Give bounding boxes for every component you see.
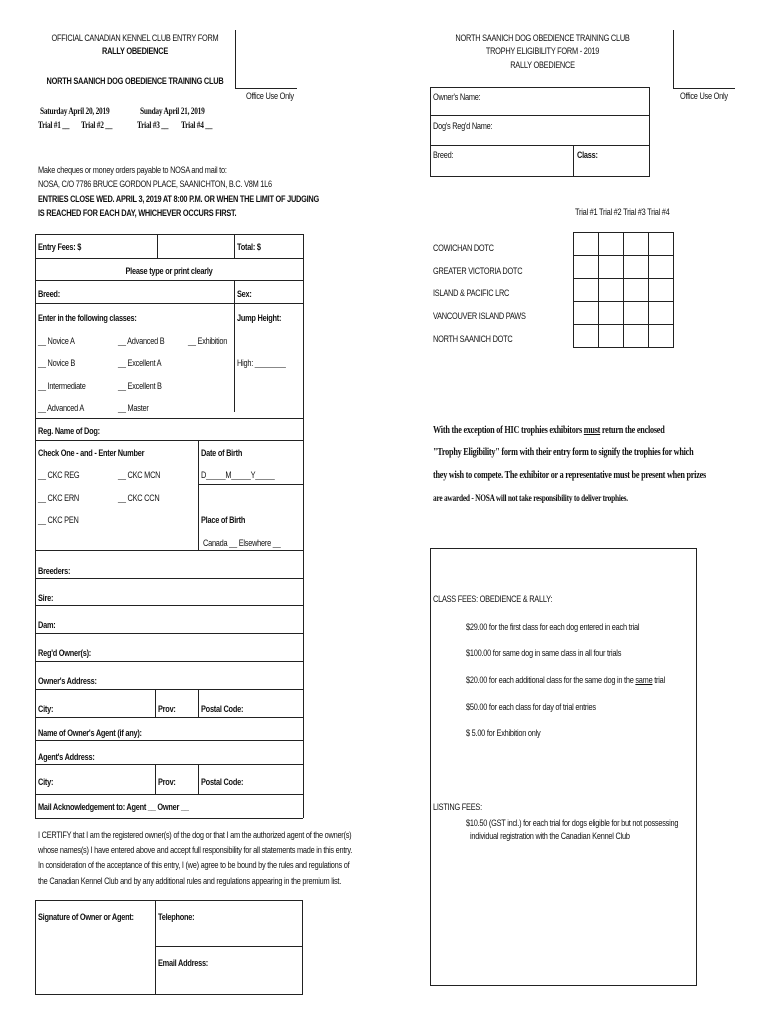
- fees-box: [430, 548, 697, 986]
- trophy-office-use-label: Office Use Only: [680, 91, 728, 101]
- trophy-cell[interactable]: [623, 232, 649, 256]
- trophy-cell[interactable]: [573, 255, 599, 279]
- trophy-breed-field[interactable]: Breed:: [433, 150, 454, 160]
- agent-name-field[interactable]: Name of Owner's Agent (if any):: [38, 728, 142, 738]
- trophy-cell[interactable]: [648, 255, 674, 279]
- signature-field[interactable]: Signature of Owner or Agent:: [38, 912, 134, 922]
- class-fees-title: CLASS FEES: OBEDIENCE & RALLY:: [433, 594, 553, 604]
- mail-ack-option[interactable]: Mail Acknowledgement to: Agent __ Owner __: [38, 802, 189, 812]
- agent-postal-code-field[interactable]: Postal Code:: [201, 777, 244, 787]
- dam-field[interactable]: Dam:: [38, 620, 56, 630]
- total-field[interactable]: Total: $: [237, 242, 261, 252]
- trophy-vancouver-island: VANCOUVER ISLAND PAWS: [433, 311, 526, 321]
- jump-height-label: Jump Height:: [237, 313, 282, 323]
- trophy-island-pacific: ISLAND & PACIFIC LRC: [433, 288, 510, 298]
- ckc-mcn-option[interactable]: __ CKC MCN: [118, 470, 161, 480]
- trial1-checkbox[interactable]: Trial #1 __: [38, 120, 70, 130]
- trophy-cell[interactable]: [623, 255, 649, 279]
- ckc-ern-option[interactable]: __ CKC ERN: [38, 493, 80, 503]
- class-novice-a[interactable]: __ Novice A: [38, 336, 75, 346]
- trophy-cell[interactable]: [623, 301, 649, 325]
- fee-exhibition: $ 5.00 for Exhibition only: [466, 728, 541, 738]
- trophy-class-field[interactable]: Class:: [577, 150, 598, 160]
- breeders-field[interactable]: Breeders:: [38, 566, 71, 576]
- class-intermediate[interactable]: __ Intermediate: [38, 381, 86, 391]
- form-title: OFFICIAL CANADIAN KENNEL CLUB ENTRY FORM: [51, 33, 219, 43]
- email-field[interactable]: Email Address:: [158, 958, 209, 968]
- listing-fee-2: individual registration with the Canadian Kennel Club: [470, 831, 630, 841]
- trophy-cell[interactable]: [598, 232, 624, 256]
- dog-name-field[interactable]: Dog's Reg'd Name:: [433, 121, 493, 131]
- classes-label: Enter in the following classes:: [38, 313, 137, 323]
- certify-line-1: I CERTIFY that I am the registered owner(s) of the dog or that I am the authorized agent of the owner(s): [38, 830, 352, 840]
- entry-fees-field[interactable]: Entry Fees: $: [38, 242, 82, 252]
- fee-all-four: $100.00 for same dog in same class in all four trials: [466, 648, 622, 658]
- agent-address-field[interactable]: Agent's Address:: [38, 752, 95, 762]
- class-excellent-a[interactable]: __ Excellent A: [118, 358, 162, 368]
- fee-day-of-trial: $50.00 for each class for day of trial entries: [466, 702, 596, 712]
- breed-field[interactable]: Breed:: [38, 289, 60, 299]
- trophy-notice-4: are awarded - NOSA will not take responsibility to deliver trophies.: [433, 493, 628, 503]
- class-master[interactable]: __ Master: [118, 403, 149, 413]
- trophy-cell[interactable]: [598, 324, 624, 348]
- ckc-pen-option[interactable]: __ CKC PEN: [38, 515, 79, 525]
- certify-line-2: whose names(s) I have entered above and accept full responsibility for all statements made in this entry.: [38, 845, 353, 855]
- trophy-cell[interactable]: [648, 232, 674, 256]
- listing-fee-1: $10.50 (GST incl.) for each trial for dogs eligible for but not possessing: [466, 818, 679, 828]
- pob-label: Place of Birth: [201, 515, 246, 525]
- class-excellent-b[interactable]: __ Excellent B: [118, 381, 162, 391]
- trophy-north-saanich: NORTH SAANICH DOTC: [433, 334, 513, 344]
- trophy-cell[interactable]: [623, 324, 649, 348]
- reg-name-field[interactable]: Reg. Name of Dog:: [38, 426, 100, 436]
- trophy-form-subtitle: RALLY OBEDIENCE: [510, 60, 575, 70]
- trophy-cell[interactable]: [573, 301, 599, 325]
- trophy-cell[interactable]: [573, 324, 599, 348]
- class-exhibition[interactable]: __ Exhibition: [188, 336, 228, 346]
- trophy-notice-2: "Trophy Eligibility" form with their entry form to signify the trophies for which: [433, 447, 694, 458]
- sire-field[interactable]: Sire:: [38, 593, 54, 603]
- trial2-checkbox[interactable]: Trial #2 __: [81, 120, 113, 130]
- prov-field[interactable]: Prov:: [158, 704, 176, 714]
- regd-owners-field[interactable]: Reg'd Owner(s):: [38, 648, 92, 658]
- trophy-cell[interactable]: [573, 278, 599, 302]
- ckc-ccn-option[interactable]: __ CKC CCN: [118, 493, 160, 503]
- dob-input[interactable]: D_____M_____Y_____: [201, 470, 275, 480]
- trophy-notice-3: they wish to compete. The exhibitor or a representative must be present when prizes: [433, 470, 706, 481]
- pob-options[interactable]: Canada __ Elsewhere __: [203, 538, 281, 548]
- trophy-cell[interactable]: [648, 324, 674, 348]
- trial4-checkbox[interactable]: Trial #4 __: [181, 120, 213, 130]
- class-novice-b[interactable]: __ Novice B: [38, 358, 76, 368]
- trophy-club-name: NORTH SAANICH DOG OBEDIENCE TRAINING CLUB: [455, 33, 630, 43]
- trophy-cell[interactable]: [648, 278, 674, 302]
- saturday-date: Saturday April 20, 2019: [40, 106, 110, 116]
- print-clearly-note: Please type or print clearly: [125, 266, 213, 276]
- dob-label: Date of Birth: [201, 448, 243, 458]
- trophy-cell[interactable]: [598, 278, 624, 302]
- postal-code-field[interactable]: Postal Code:: [201, 704, 244, 714]
- agent-prov-field[interactable]: Prov:: [158, 777, 176, 787]
- sex-field[interactable]: Sex:: [237, 289, 252, 299]
- owner-name-field[interactable]: Owner's Name:: [433, 92, 481, 102]
- office-use-label: Office Use Only: [246, 91, 294, 101]
- check-one-label: Check One - and - Enter Number: [38, 448, 145, 458]
- sunday-date: Sunday April 21, 2019: [140, 106, 205, 116]
- fee-additional-class: $20.00 for each additional class for the same dog in the same trial: [466, 675, 665, 685]
- entries-close: ENTRIES CLOSE WED. APRIL 3, 2019 AT 8:00 P.M. OR WHEN THE LIMIT OF JUDGING: [38, 194, 320, 204]
- form-subtitle: RALLY OBEDIENCE: [101, 46, 169, 56]
- telephone-field[interactable]: Telephone:: [158, 912, 195, 922]
- trophy-form-title: TROPHY ELIGIBILITY FORM - 2019: [485, 46, 600, 56]
- jump-height-input[interactable]: High: ________: [237, 358, 286, 368]
- trophy-greater-victoria: GREATER VICTORIA DOTC: [433, 266, 523, 276]
- class-advanced-b[interactable]: __ Advanced B: [118, 336, 165, 346]
- owners-address-field[interactable]: Owner's Address:: [38, 676, 97, 686]
- mailing-address: NOSA, C/O 7786 BRUCE GORDON PLACE, SAANICHTON, B.C. V8M 1L6: [38, 179, 272, 189]
- entries-close-2: IS REACHED FOR EACH DAY, WHICHEVER OCCURS FIRST.: [38, 208, 237, 218]
- trophy-cell[interactable]: [623, 278, 649, 302]
- city-field[interactable]: City:: [38, 704, 54, 714]
- trials-header: Trial #1 Trial #2 Trial #3 Trial #4: [575, 207, 670, 217]
- certify-line-4: the Canadian Kennel Club and by any additional rules and regulations appearing in the premium list.: [38, 876, 342, 886]
- trophy-cell[interactable]: [573, 232, 599, 256]
- ckc-reg-option[interactable]: __ CKC REG: [38, 470, 80, 480]
- class-advanced-a[interactable]: __ Advanced A: [38, 403, 85, 413]
- trophy-cowichan: COWICHAN DOTC: [433, 243, 494, 253]
- trial3-checkbox[interactable]: Trial #3 __: [137, 120, 169, 130]
- club-name: NORTH SAANICH DOG OBEDIENCE TRAINING CLUB: [46, 76, 224, 86]
- certify-line-3: In consideration of the acceptance of this entry, I (we) agree to be bound by the rules and regulations of: [38, 860, 350, 870]
- agent-city-field[interactable]: City:: [38, 777, 54, 787]
- trophy-cell[interactable]: [598, 255, 624, 279]
- listing-fees-title: LISTING FEES:: [433, 802, 482, 812]
- trophy-notice-1: With the exception of HIC trophies exhibitors must return the enclosed: [433, 425, 665, 436]
- fee-first-class: $29.00 for the first class for each dog entered in each trial: [466, 622, 640, 632]
- trophy-cell[interactable]: [648, 301, 674, 325]
- payment-note: Make cheques or money orders payable to NOSA and mail to:: [38, 165, 227, 175]
- trophy-cell[interactable]: [598, 301, 624, 325]
